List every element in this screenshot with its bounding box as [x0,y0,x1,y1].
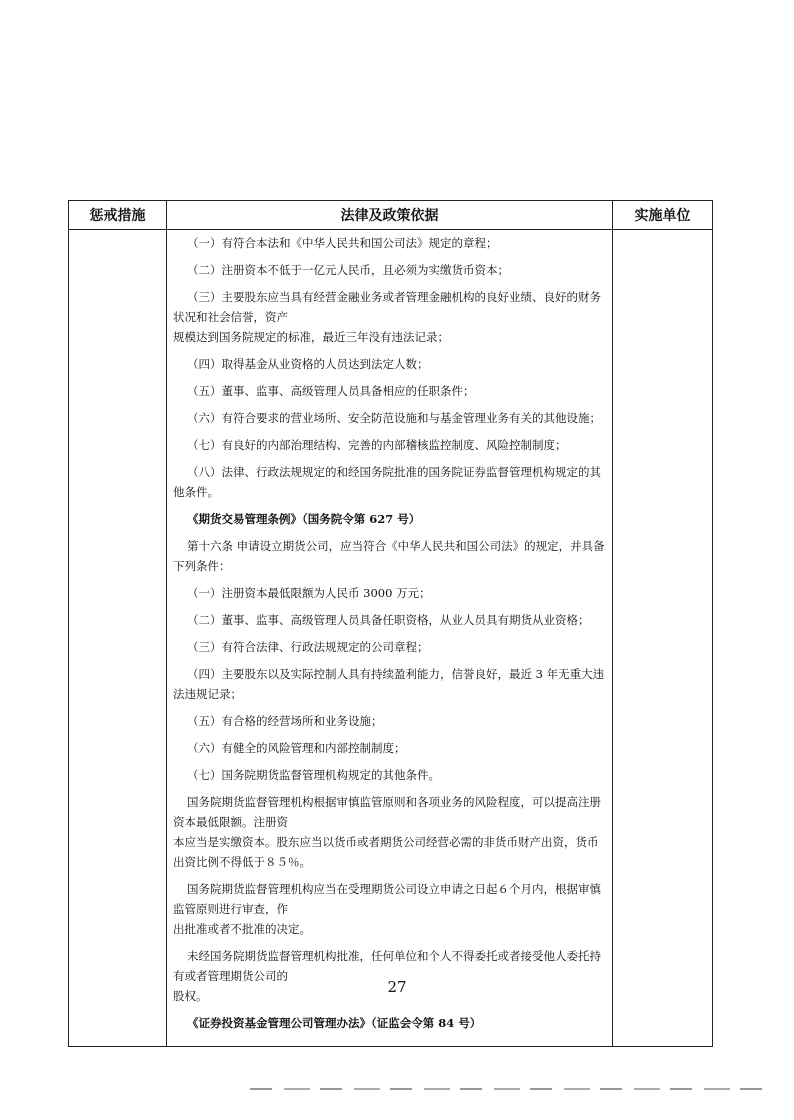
text-line: （四）取得基金从业资格的人员达到法定人数； [187,357,429,371]
legal-basis-cell [167,230,613,1047]
text-line: （五）董事、监事、高级管理人员具备相应的任职条件； [187,384,475,398]
text-line: （一）有符合本法和《中华人民共和国公司法》规定的章程； [187,236,498,250]
text-line: （二）注册资本不低于一亿元人民币，且必须为实缴货币资本； [187,263,509,277]
header-implementing-unit: 实施单位 [613,201,713,230]
header-legal-basis: 法律及政策依据 [167,201,613,230]
text-line: 出批准或者不批准的决定。 [173,922,311,936]
regulation-title: 《期货交易管理条例》（国务院令第 627 号） [187,512,421,526]
text-line: （二）董事、监事、高级管理人员具备任职资格，从业人员具有期货从业资格； [187,613,590,627]
text-line: （六）有符合要求的营业场所、安全防范设施和与基金管理业务有关的其他设施； [187,411,601,425]
text-line: 股权。 [173,989,208,1003]
regulation-title: 《证券投资基金管理公司管理办法》（证监会令第 84 号） [187,1016,482,1030]
scan-artifact-line [250,1088,762,1090]
text-line: （七）有良好的内部治理结构、完善的内部稽核监控制度、风险控制制度； [187,438,567,452]
text-line: （七）国务院期货监督管理机构规定的其他条件。 [187,768,440,782]
table-row [69,230,713,1047]
text-line: （三）有符合法律、行政法规规定的公司章程； [187,640,429,654]
implementing-unit-cell [613,230,713,1047]
text-line: 未经国务院期货监督管理机构批准，任何单位和个人不得委托或者接受他人委托持有或者管理期货公司的 [173,949,601,983]
text-line: （一）注册资本最低限额为人民币 3000 万元； [187,586,431,600]
text-line: 本应当是实缴资本。股东应当以货币或者期货公司经营必需的非货币财产出资，货币出资比例不得低于８５％。 [173,835,599,869]
text-line: （四）主要股东以及实际控制人具有持续盈利能力，信誉良好，最近 3 年无重大违法违规记录； [173,667,605,701]
text-line: （五）有合格的经营场所和业务设施； [187,714,383,728]
measures-cell [69,230,167,1047]
policy-table [68,200,713,1047]
text-line: 国务院期货监督管理机构应当在受理期货公司设立申请之日起６个月内，根据审慎监管原则进行审查，作 [173,882,601,916]
table-header-row [69,201,713,230]
text-line: （三）主要股东应当具有经营金融业务或者管理金融机构的良好业绩、良好的财务状况和社会信誉，资产 [173,290,601,324]
header-measures: 惩戒措施 [69,201,167,230]
text-line: （六）有健全的风险管理和内部控制制度； [187,741,406,755]
text-line: （八）法律、行政法规规定的和经国务院批准的国务院证券监督管理机构规定的其他条件。 [173,465,601,499]
page-number: 27 [387,978,407,996]
text-line: 第十六条 申请设立期货公司，应当符合《中华人民共和国公司法》的规定，并具备下列条件： [173,539,605,573]
text-line: 规模达到国务院规定的标准，最近三年没有违法记录； [173,330,449,344]
text-line: 国务院期货监督管理机构根据审慎监管原则和各项业务的风险程度，可以提高注册资本最低限额。注册资 [173,795,601,829]
